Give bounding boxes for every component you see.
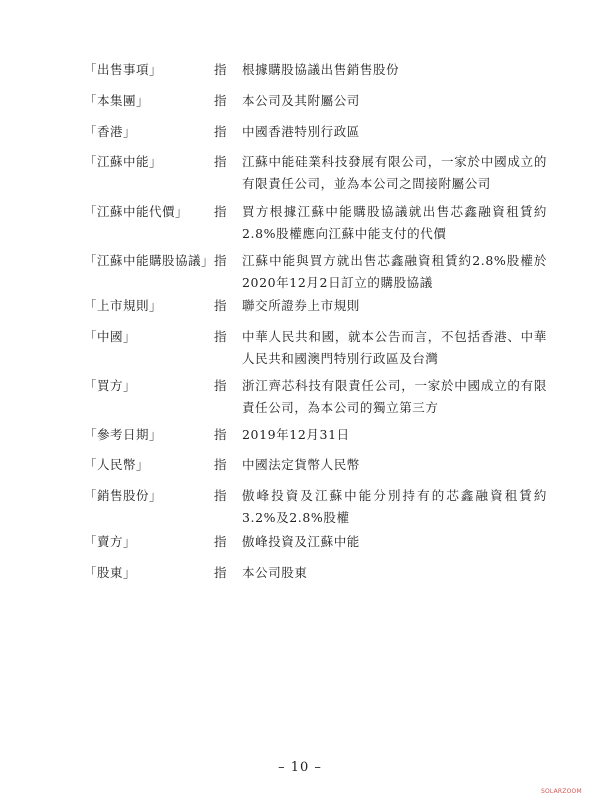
definition-term: 「江蘇中能購股協議」 bbox=[84, 253, 215, 268]
definition-term: 「江蘇中能代價」 bbox=[84, 204, 189, 219]
definition-term: 「參考日期」 bbox=[84, 427, 163, 442]
definition-text: 浙江齊芯科技有限責任公司，一家於中國成立的有限責任公司，為本公司的獨立第三方 bbox=[242, 378, 547, 415]
definition-text: 江蘇中能硅業科技發展有限公司，一家於中國成立的有限責任公司，並為本公司之間接附屬公司 bbox=[242, 154, 547, 191]
definition-term: 「買方」 bbox=[84, 378, 137, 393]
definition-text: 中國法定貨幣人民幣 bbox=[242, 457, 360, 472]
definition-means: 指 bbox=[214, 378, 227, 393]
definition-means: 指 bbox=[214, 204, 227, 219]
definition-means: 指 bbox=[214, 253, 227, 268]
definition-text: 聯交所證券上市規則 bbox=[242, 298, 360, 313]
definition-text: 中國香港特別行政區 bbox=[242, 124, 360, 139]
definition-means: 指 bbox=[214, 427, 227, 442]
definition-term: 「中國」 bbox=[84, 329, 137, 344]
definition-text: 根據購股協議出售銷售股份 bbox=[242, 62, 400, 77]
page-number: – 10 – bbox=[278, 760, 322, 775]
definition-term: 「本集團」 bbox=[84, 93, 150, 108]
watermark: SOLARZOOM bbox=[541, 788, 582, 795]
definition-term: 「出售事項」 bbox=[84, 62, 163, 77]
definition-text: 買方根據江蘇中能購股協議就出售芯鑫融資租賃約2.8%股權應向江蘇中能支付的代價 bbox=[242, 204, 547, 241]
definition-means: 指 bbox=[214, 62, 227, 77]
definition-text: 江蘇中能與買方就出售芯鑫融資租賃約2.8%股權於2020年12月2日訂立的購股協議 bbox=[242, 253, 547, 290]
definition-term: 「上市規則」 bbox=[84, 298, 163, 313]
definition-means: 指 bbox=[214, 534, 227, 549]
definition-means: 指 bbox=[214, 124, 227, 139]
definition-means: 指 bbox=[214, 565, 227, 580]
definition-means: 指 bbox=[214, 298, 227, 313]
definition-text: 本公司及其附屬公司 bbox=[242, 93, 360, 108]
definition-text: 傲峰投資及江蘇中能 bbox=[242, 534, 360, 549]
definition-text: 本公司股東 bbox=[242, 565, 308, 580]
definition-term: 「銷售股份」 bbox=[84, 488, 163, 503]
definition-term: 「股東」 bbox=[84, 565, 137, 580]
definition-text: 2019年12月31日 bbox=[242, 427, 350, 442]
definition-text: 傲峰投資及江蘇中能分別持有的芯鑫融資租賃約3.2%及2.8%股權 bbox=[242, 488, 547, 525]
definition-means: 指 bbox=[214, 154, 227, 169]
definition-term: 「江蘇中能」 bbox=[84, 154, 163, 169]
definition-term: 「賣方」 bbox=[84, 534, 137, 549]
definition-term: 「香港」 bbox=[84, 124, 137, 139]
definition-term: 「人民幣」 bbox=[84, 457, 150, 472]
definition-means: 指 bbox=[214, 457, 227, 472]
definition-means: 指 bbox=[214, 488, 227, 503]
definition-text: 中華人民共和國，就本公告而言，不包括香港、中華人民共和國澳門特別行政區及台灣 bbox=[242, 329, 547, 366]
definition-means: 指 bbox=[214, 93, 227, 108]
definition-means: 指 bbox=[214, 329, 227, 344]
